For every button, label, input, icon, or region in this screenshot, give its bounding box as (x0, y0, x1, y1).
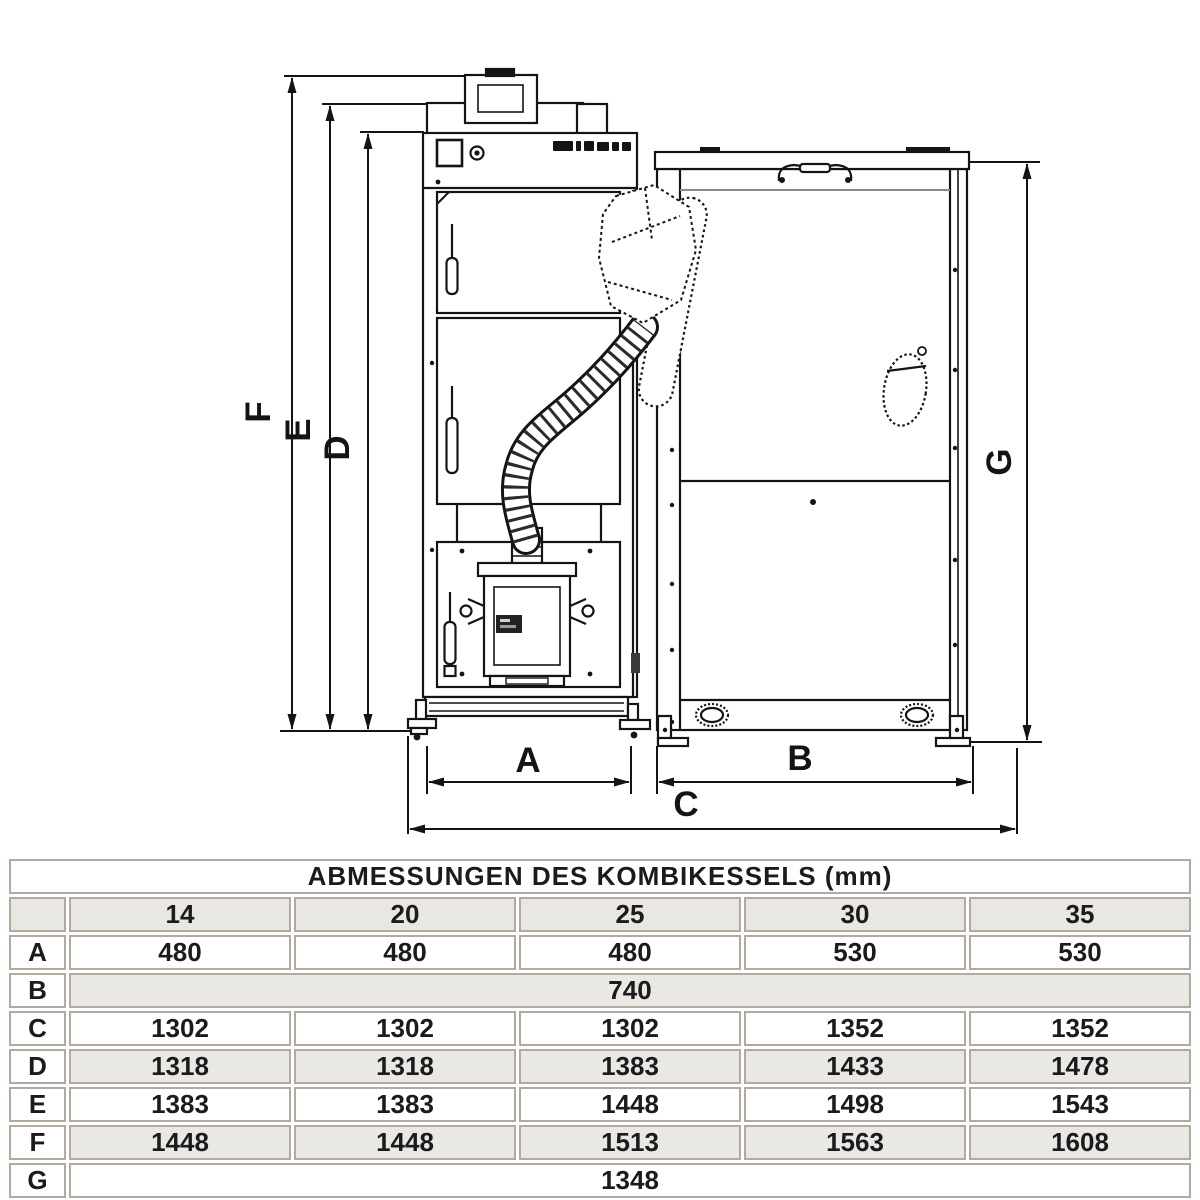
cell: 1302 (519, 1011, 741, 1046)
dimension-label-B: B (787, 739, 813, 778)
flue-box-inner (478, 85, 523, 112)
cell: 1478 (969, 1049, 1191, 1084)
hopper-body (657, 169, 967, 730)
burner-label (496, 615, 522, 633)
row-label-D: D (9, 1049, 66, 1084)
dimension-D-line (360, 132, 424, 729)
cell: 1448 (519, 1087, 741, 1122)
dimensions-table (6, 856, 1194, 1200)
dimension-label-C: C (673, 785, 699, 824)
boiler-unit (408, 69, 650, 740)
cell: 1513 (519, 1125, 741, 1160)
dimension-label-F: F (239, 401, 278, 423)
cell: 1352 (744, 1011, 966, 1046)
table-row (9, 1011, 1191, 1046)
cell: 1498 (744, 1087, 966, 1122)
dimension-label-G: G (980, 448, 1019, 476)
boiler-base (425, 697, 628, 716)
cell: 1383 (294, 1087, 516, 1122)
door-screw (460, 672, 465, 677)
side-latch (631, 653, 640, 673)
hopper-screw (810, 499, 816, 505)
cell: 1448 (69, 1125, 291, 1160)
cell: 1608 (969, 1125, 1191, 1160)
cell-merged: 1348 (69, 1163, 1191, 1198)
col-header-35: 35 (969, 897, 1191, 932)
cell: 480 (294, 935, 516, 970)
cell: 1318 (69, 1049, 291, 1084)
row-label-G: G (9, 1163, 66, 1198)
dimension-label-A: A (515, 741, 541, 780)
dimension-label-D: D (318, 435, 357, 461)
cell: 1352 (969, 1011, 1191, 1046)
col-header-20: 20 (294, 897, 516, 932)
upper-door (437, 192, 620, 313)
table-row (9, 1125, 1191, 1160)
door-screw (588, 672, 593, 677)
display-screen (437, 140, 462, 166)
lid-hinge-right (906, 147, 950, 153)
row-label-C: C (9, 1011, 66, 1046)
col-header-14: 14 (69, 897, 291, 932)
cell: 530 (744, 935, 966, 970)
row-label-A: A (9, 935, 66, 970)
corner-cell (9, 897, 66, 932)
cell: 1383 (519, 1049, 741, 1084)
table-row (9, 1049, 1191, 1084)
flue-cap (486, 69, 514, 76)
cell: 1383 (69, 1087, 291, 1122)
row-label-F: F (9, 1125, 66, 1160)
table-row (9, 935, 1191, 970)
cell: 530 (969, 935, 1191, 970)
hopper-base-hole-right (901, 704, 933, 726)
hopper-base-hole-left (696, 704, 728, 726)
door-screw (460, 549, 465, 554)
flue-junction-box (577, 104, 607, 134)
panel-screw (436, 180, 441, 185)
dimension-C-line (408, 736, 1017, 834)
side-screw (430, 361, 434, 365)
table-row (9, 1163, 1191, 1198)
table-row (9, 1087, 1191, 1122)
row-label-E: E (9, 1087, 66, 1122)
cell: 1433 (744, 1049, 966, 1084)
lid-hinge-left (700, 147, 720, 153)
row-label-B: B (9, 973, 66, 1008)
cell: 480 (69, 935, 291, 970)
cell: 1318 (294, 1049, 516, 1084)
cell: 1543 (969, 1087, 1191, 1122)
col-header-30: 30 (744, 897, 966, 932)
table-title: ABMESSUNGEN DES KOMBIKESSELS (mm) (9, 859, 1191, 894)
cell: 1302 (69, 1011, 291, 1046)
cell-merged: 740 (69, 973, 1191, 1008)
dimension-B-line (657, 746, 973, 794)
cell: 480 (519, 935, 741, 970)
side-screw (430, 548, 434, 552)
cell: 1563 (744, 1125, 966, 1160)
table-row (9, 973, 1191, 1008)
dimensions-table-section (6, 856, 1194, 1200)
cell: 1448 (294, 1125, 516, 1160)
control-knob-center (474, 150, 479, 155)
dimension-label-E: E (279, 418, 318, 442)
door-screw (588, 549, 593, 554)
col-header-25: 25 (519, 897, 741, 932)
cell: 1302 (294, 1011, 516, 1046)
